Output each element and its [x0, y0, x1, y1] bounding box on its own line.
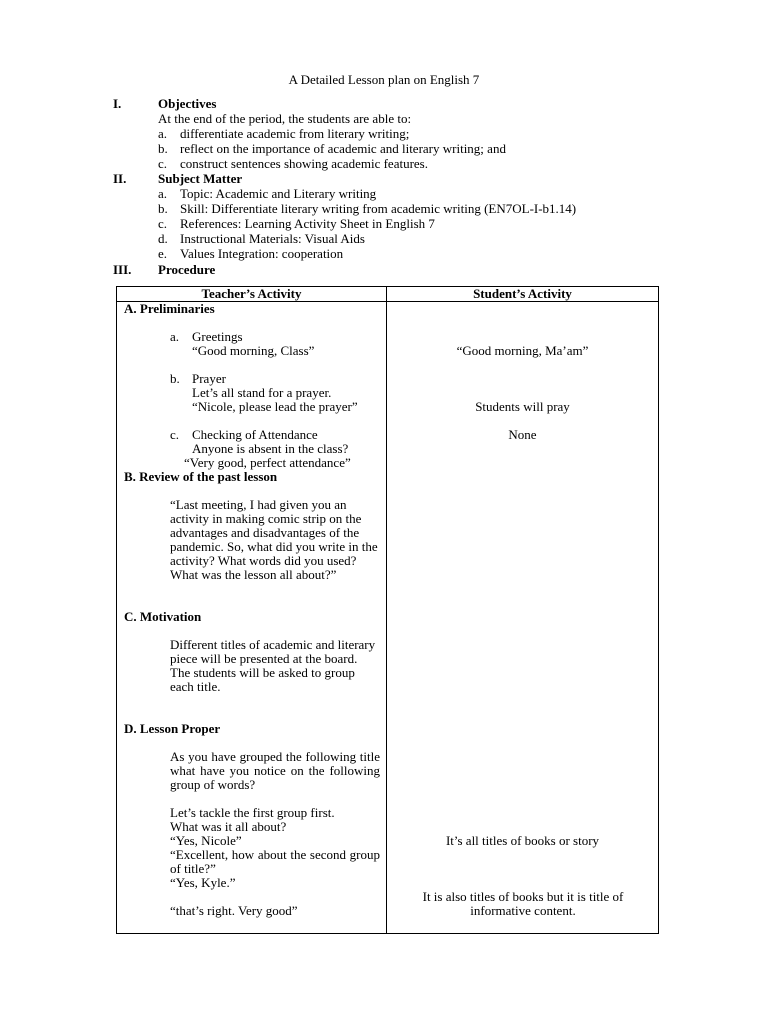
lesson-proper-heading: D. Lesson Proper [124, 721, 221, 736]
section-number: I. [113, 96, 122, 111]
student-answer: It’s all titles of books or story [445, 833, 600, 848]
subject-item: d. Instructional Materials: Visual Aids [158, 231, 365, 246]
motivation-heading: C. Motivation [124, 609, 202, 624]
subject-item: a. Topic: Academic and Literary writing [158, 186, 377, 201]
prayer-title: Prayer [192, 371, 226, 386]
student-activity-header: Student’s Activity [387, 287, 659, 302]
student-answer: It is also titles of books but it is title of informative content. [422, 889, 624, 918]
item-letter: b. [170, 371, 180, 386]
subject-item: c. References: Learning Activity Sheet in English 7 [158, 216, 435, 231]
objectives-intro: At the end of the period, the students are able to: [158, 111, 412, 126]
section-heading: Subject Matter [158, 171, 243, 186]
motivation-text: Different titles of academic and literary piece will be presented at the board. The students will be asked to group each title. [170, 637, 376, 694]
prayer-request: “Nicole, please lead the prayer” [192, 399, 358, 414]
objectives-section [113, 96, 673, 176]
lesson-proper-line: Let’s tackle the first group first. [170, 805, 335, 820]
student-activity-cell [387, 302, 659, 934]
item-letter: c. [170, 427, 180, 442]
lesson-proper-line: “Yes, Nicole” [170, 833, 242, 848]
lesson-proper-text: As you have grouped the following title what have you notice on the following group of words? [170, 749, 380, 792]
preliminaries-heading: A. Preliminaries [124, 301, 215, 316]
lesson-proper-line: What was it all about? [170, 819, 287, 834]
procedure-section [113, 262, 673, 278]
student-prayer: Students will pray [475, 399, 570, 414]
review-heading: B. Review of the past lesson [124, 469, 278, 484]
table-header-row [117, 287, 659, 302]
document-title: A Detailed Lesson plan on English 7 [288, 72, 480, 87]
greetings-title: Greetings [192, 329, 243, 344]
attendance-question: Anyone is absent in the class? [192, 441, 349, 456]
greetings-line: “Good morning, Class” [192, 343, 315, 358]
lesson-proper-line: “that’s right. Very good” [170, 903, 298, 918]
student-greeting: “Good morning, Ma’am” [456, 343, 589, 358]
section-heading: Procedure [158, 262, 216, 277]
teacher-activity-header: Teacher’s Activity [117, 287, 387, 302]
prayer-line: Let’s all stand for a prayer. [192, 385, 332, 400]
teacher-activity-cell [117, 302, 387, 934]
section-number: III. [113, 262, 132, 277]
objective-item: a. differentiate academic from literary writing; [158, 126, 410, 141]
subject-item: b. Skill: Differentiate literary writing from academic writing (EN7OL-I-b1.14) [158, 201, 577, 216]
lesson-proper-line: “Excellent, how about the second group of title?” [170, 847, 380, 876]
subject-item: e. Values Integration: cooperation [158, 246, 344, 261]
attendance-title: Checking of Attendance [192, 427, 318, 442]
lesson-proper-line: “Yes, Kyle.” [170, 875, 236, 890]
table-row [117, 302, 659, 934]
objective-item: b. reflect on the importance of academic and literary writing; and [158, 141, 506, 156]
section-number: II. [113, 171, 127, 186]
objective-item: c. construct sentences showing academic features. [158, 156, 428, 171]
item-letter: a. [170, 329, 180, 344]
section-heading: Objectives [158, 96, 217, 111]
procedure-table [116, 286, 659, 934]
review-text: “Last meeting, I had given you an activity in making comic strip on the advantages and disadvantages of the pandemic. So, what did you write in the activity? What words did you used? What was the lesson all about?” [170, 497, 378, 582]
attendance-remark: “Very good, perfect attendance” [184, 455, 351, 470]
student-attendance: None [508, 427, 537, 442]
subject-matter-section [113, 171, 673, 266]
